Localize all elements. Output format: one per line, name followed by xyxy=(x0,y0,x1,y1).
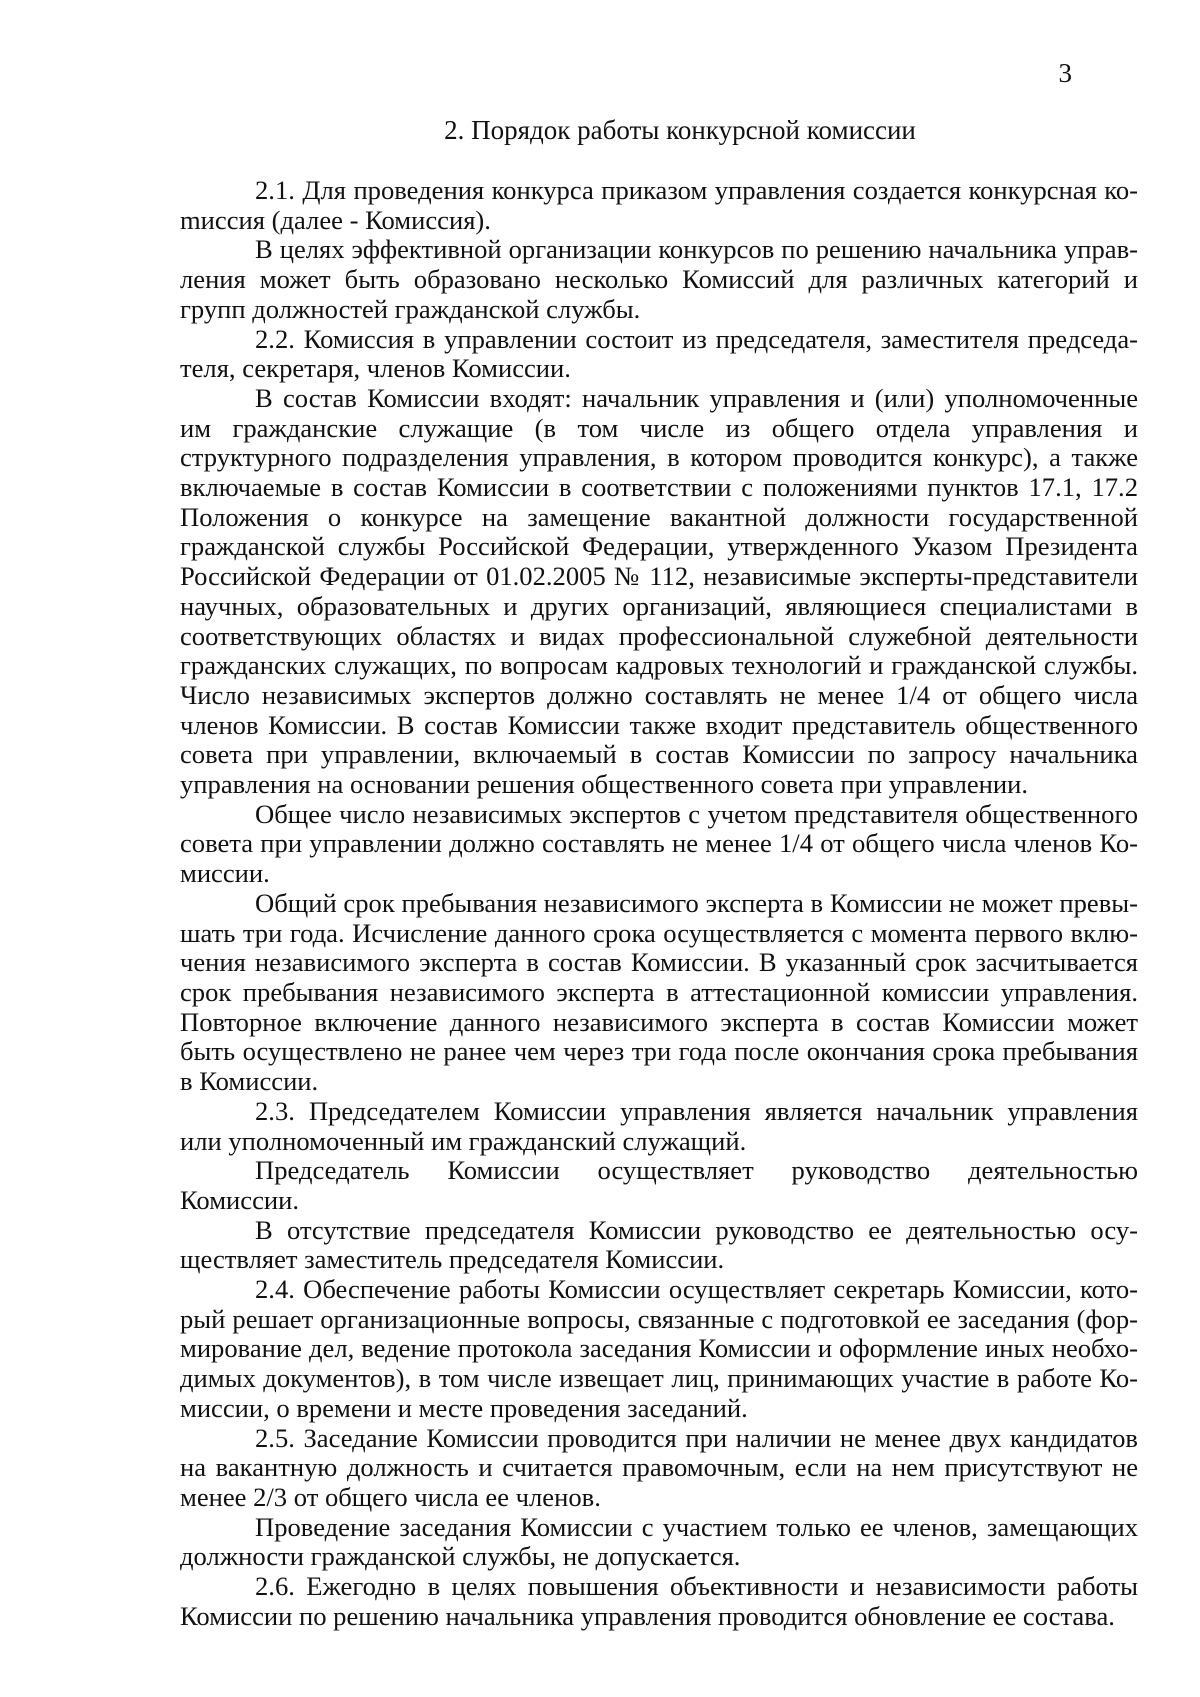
paragraph-independent-experts-share: Общее число независимых экспертов с учетом представителя общественного совета при управлении должно составлять не менее 1/4 от общего числа членов Комиссии. xyxy=(180,798,1138,889)
paragraph-2-4: 2.4. Обеспечение работы Комиссии осуществляет секретарь Комиссии, который решает организационные вопросы, связанные с подготовкой ее заседания (формирование дел, ведение протокола заседания Комиссии и оформление иных необходимых документов), в том числе извещает лиц, принимающих участие в работе Комиссии, о времени и месте проведения заседаний. xyxy=(180,1274,1138,1423)
paragraph-2-5: 2.5. Заседание Комиссии проводится при наличии не менее двух кандидатов на вакантную должность и считается правомочным, если на нем присутствуют не менее 2/3 от общего числа ее членов. xyxy=(180,1422,1138,1512)
paragraph-2-6: 2.6. Ежегодно в целях повышения объективности и независимости работы Комиссии по решению начальника управления проводится обновление ее состава. xyxy=(180,1571,1138,1631)
page-number: 3 xyxy=(1058,58,1072,88)
paragraph-expert-term: Общий срок пребывания независимого эксперта в Комиссии не может превышать три года. Исчисление данного срока осуществляется с момента первого включения независимого эксперта в состав Комиссии. В указанный срок засчитывается срок пребывания независимого эксперта в аттестационной комиссии управления. Повторное включение данного независимого эксперта в состав Комиссии может быть осуществлено не ранее чем через три года после окончания срока пребывания в Комиссии. xyxy=(180,887,1138,1097)
paragraph-multiple-commissions: В целях эффективной организации конкурсов по решению начальника управления может быть образовано несколько Комиссий для различных категорий и групп должностей гражданской службы. xyxy=(180,234,1138,324)
paragraph-2-3: 2.3. Председателем Комиссии управления является начальник управления или уполномоченный им гражданский служащий. xyxy=(180,1095,1138,1156)
document-body xyxy=(180,176,1138,1631)
paragraph-chairman-leadership: Председатель Комиссии осуществляет руководство деятельностью Комиссии. xyxy=(180,1155,1138,1215)
paragraph-commission-composition: В состав Комиссии входят: начальник управления и (или) уполномоченные им гражданские служащие (в том числе из общего отдела управления и структурного подразделения управления, в котором проводится конкурс), а также включаемые в состав Комиссии в соответствии с положениями пунктов 17.1, 17.2 Положения о конкурсе на замещение вакантной должности государственной гражданской службы Российской Федерации, утвержденного Указом Президента Российской Федерации от 01.02.2005 № 112, независимые эксперты-представители научных, образовательных и других организаций, являющиеся специалистами в соответствующих областях и видах профессиональной служебной деятельности гражданских служащих, по вопросам кадровых технологий и гражданской службы. Число независимых экспертов должно составлять не менее 1/4 от общего числа членов Комиссии. В состав Комиссии также входит представитель общественного совета при управлении, включаемый в состав Комиссии по запросу начальника управления на основании решения общественного совета при управлении. xyxy=(180,382,1138,800)
paragraph-meeting-restriction: Проведение заседания Комиссии с участием только ее членов, замещающих должности гражданской службы, не допускается. xyxy=(180,1511,1138,1572)
section-title: 2. Порядок работы конкурсной комиссии xyxy=(444,115,916,145)
paragraph-2-2: 2.2. Комиссия в управлении состоит из председателя, заместителя председателя, секретаря, членов Комиссии. xyxy=(180,323,1138,384)
paragraph-deputy-chairman: В отсутствие председателя Комиссии руководство ее деятельностью осуществляет заместитель председателя Комиссии. xyxy=(180,1214,1138,1275)
paragraph-2-1: 2.1. Для проведения конкурса приказом управления создается конкурсная коmиссия (далее - Комиссия). xyxy=(180,175,1138,235)
